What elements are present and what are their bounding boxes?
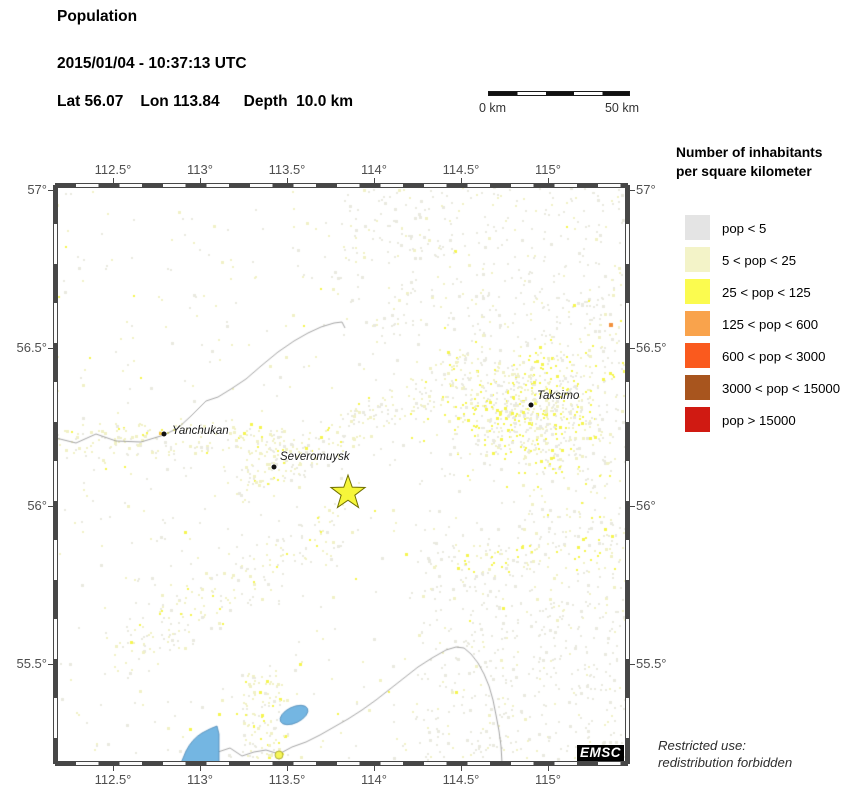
lat-tick-label-right: 57° <box>636 182 656 197</box>
lat-tick-label-left: 56.5° <box>16 340 47 355</box>
page-title: Population <box>57 8 138 25</box>
lon-tick-bottom <box>200 765 201 771</box>
lon-tick-bottom <box>461 765 462 771</box>
lat-tick-left <box>48 506 54 507</box>
legend-label: 3000 < pop < 15000 <box>722 381 841 396</box>
map-frame-bottom <box>55 761 628 766</box>
map[interactable] <box>55 185 628 764</box>
lat-tick-left <box>48 664 54 665</box>
lat-tick-label-left: 55.5° <box>16 656 47 671</box>
lon-tick-label-top: 113.5° <box>268 162 306 177</box>
lon-tick-label-top: 115° <box>535 162 561 177</box>
epicenter-star[interactable] <box>326 471 370 515</box>
restricted-line1: Restricted use: <box>658 738 746 753</box>
event-depth: Depth 10.0 km <box>243 93 354 110</box>
map-frame-top <box>55 183 628 188</box>
restricted-line2: redistribution forbidden <box>658 755 793 770</box>
city-dot <box>529 403 534 408</box>
legend-label: 25 < pop < 125 <box>722 285 811 300</box>
lat-tick-right <box>629 190 635 191</box>
legend-title-line2: per square kilometer <box>676 164 812 179</box>
lon-tick-label-bottom: 114° <box>361 772 387 787</box>
legend-title <box>676 143 844 181</box>
lon-tick-label-bottom: 113° <box>187 772 213 787</box>
legend-swatch <box>685 279 710 304</box>
lat-tick-label-right: 55.5° <box>636 656 667 671</box>
lon-tick-label-top: 112.5° <box>94 162 132 177</box>
lon-tick-bottom <box>374 765 375 771</box>
legend-label: 600 < pop < 3000 <box>722 349 826 364</box>
city-label: Yanchukan <box>172 425 229 437</box>
event-longitude: Lon 113.84 <box>140 93 220 110</box>
legend-label: pop > 15000 <box>722 413 796 428</box>
event-latitude: Lat 56.07 <box>57 93 124 110</box>
lat-tick-left <box>48 190 54 191</box>
event-coordinates <box>57 93 353 111</box>
lon-tick-label-top: 113° <box>187 162 213 177</box>
lon-tick-top <box>548 178 549 184</box>
city-dot <box>272 465 277 470</box>
lon-tick-top <box>287 178 288 184</box>
legend-swatch <box>685 311 710 336</box>
event-datetime: 2015/01/04 - 10:37:13 UTC <box>57 55 247 72</box>
legend-swatch <box>685 407 710 432</box>
lon-tick-top <box>200 178 201 184</box>
city-dot <box>162 432 167 437</box>
scale-bar-end-label: 50 km <box>604 101 639 115</box>
map-frame-left <box>53 185 58 764</box>
lat-tick-right <box>629 348 635 349</box>
lat-tick-right <box>629 664 635 665</box>
lat-tick-label-right: 56.5° <box>636 340 667 355</box>
city-label: Severomuysk <box>280 451 350 463</box>
scale-bar <box>479 91 639 115</box>
lat-tick-label-left: 57° <box>27 182 47 197</box>
lon-tick-label-bottom: 112.5° <box>94 772 132 787</box>
lon-tick-top <box>113 178 114 184</box>
legend-swatch <box>685 247 710 272</box>
lon-tick-top <box>461 178 462 184</box>
lon-tick-label-bottom: 113.5° <box>268 772 306 787</box>
lon-tick-label-top: 114° <box>361 162 387 177</box>
lat-tick-label-right: 56° <box>636 498 656 513</box>
legend-swatch <box>685 215 710 240</box>
legend-label: 5 < pop < 25 <box>722 253 797 268</box>
restricted-note <box>658 737 792 771</box>
legend-label: 125 < pop < 600 <box>722 317 819 332</box>
legend-swatch <box>685 375 710 400</box>
legend <box>676 143 844 428</box>
city-label: Taksimo <box>537 390 580 402</box>
map-content <box>56 186 627 763</box>
lat-tick-left <box>48 348 54 349</box>
lon-tick-top <box>374 178 375 184</box>
star-shape <box>331 475 365 508</box>
lat-tick-label-left: 56° <box>27 498 47 513</box>
legend-swatch <box>685 343 710 368</box>
scale-bar-start-label: 0 km <box>479 101 507 115</box>
lon-tick-bottom <box>548 765 549 771</box>
legend-title-line1: Number of inhabitants <box>676 145 823 160</box>
lon-tick-label-bottom: 115° <box>535 772 561 787</box>
lon-tick-label-top: 114.5° <box>442 162 480 177</box>
scale-bar-segments <box>488 91 630 96</box>
lon-tick-bottom <box>113 765 114 771</box>
lat-tick-right <box>629 506 635 507</box>
map-frame-right <box>625 185 630 764</box>
lon-tick-bottom <box>287 765 288 771</box>
emsc-badge: EMSC <box>577 745 624 761</box>
lon-tick-label-bottom: 114.5° <box>442 772 480 787</box>
legend-label: pop < 5 <box>722 221 767 236</box>
